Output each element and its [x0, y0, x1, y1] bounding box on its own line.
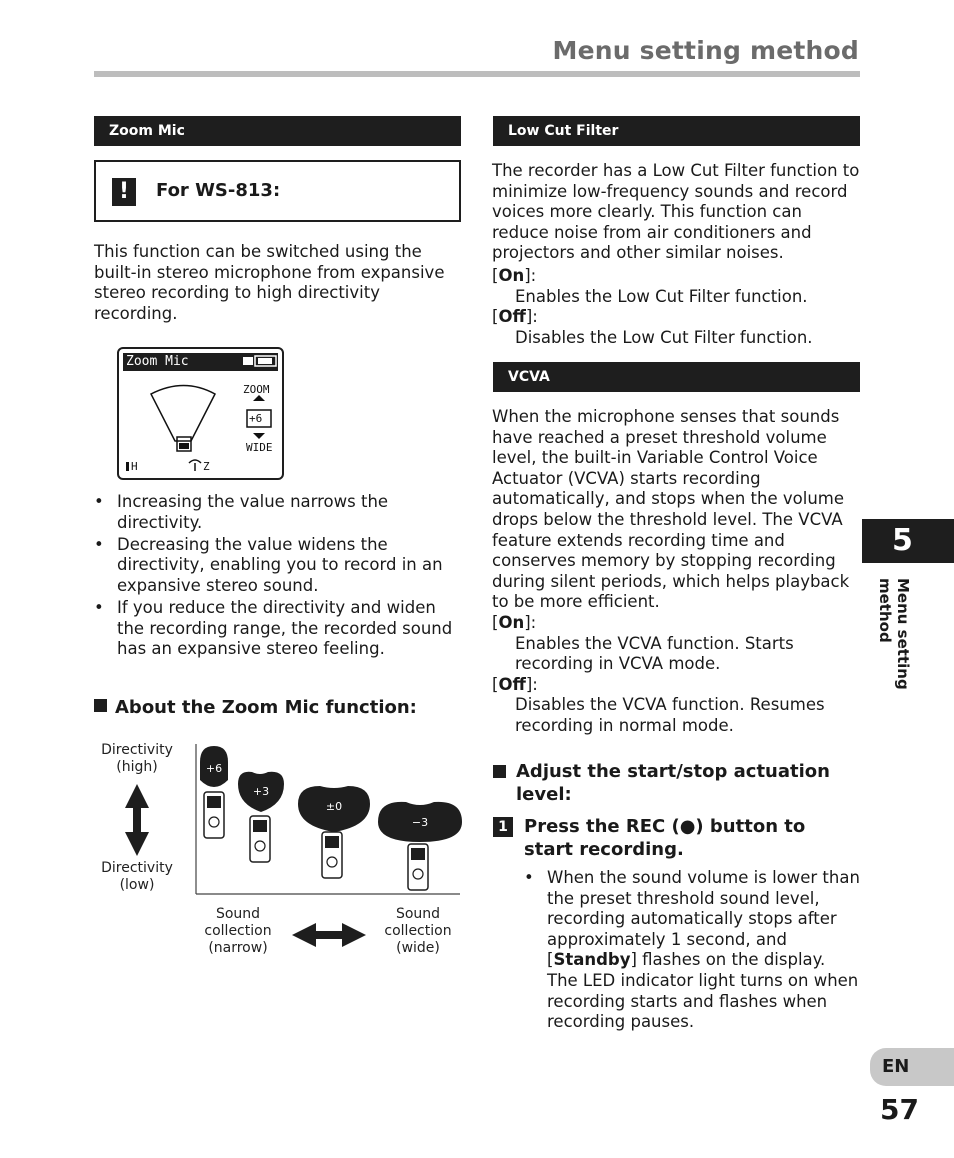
- vcva-bar: VCVA: [493, 362, 860, 392]
- step-text: Press the REC (●) button to start recording.: [524, 816, 806, 860]
- title-rule: [94, 71, 860, 77]
- adjust-heading: [493, 760, 860, 806]
- about-zoom-heading-text: About the Zoom Mic function:: [115, 697, 417, 718]
- chapter-label: Menu setting method: [876, 578, 912, 690]
- lcd-bottom-right: Z: [203, 460, 210, 473]
- low-cut-on: [On]:: [492, 265, 537, 285]
- low-cut-body: The recorder has a Low Cut Filter function to minimize low-frequency sounds and record voices more clearly. This function can reduce noise from air conditioners and projectors and other similar noises.: [492, 161, 860, 263]
- list-item: • If you reduce the directivity and widen the recording range, the recorded sound has an expansive stereo feeling.: [94, 598, 461, 660]
- zoom-bullets: [94, 492, 461, 661]
- chapter-tab: 5: [862, 519, 954, 563]
- dir-low-label: Directivity (low): [101, 860, 173, 893]
- zoom-diagram: [94, 740, 464, 950]
- bullet-dot: •: [524, 868, 534, 887]
- level-label: +6: [205, 762, 223, 775]
- sound-wide-label: Sound collection (wide): [384, 906, 452, 956]
- low-cut-on-desc: Enables the Low Cut Filter function.: [515, 286, 808, 306]
- level-label: +3: [252, 785, 270, 798]
- about-zoom-heading: [94, 696, 461, 719]
- lcd-signal-icon: [189, 460, 201, 463]
- standby-label: Standby: [553, 950, 631, 970]
- low-cut-bar: Low Cut Filter: [493, 116, 860, 146]
- list-item: • Decreasing the value widens the directivity, enabling you to record in an expansive stereo sound.: [94, 535, 461, 597]
- language-tab: EN: [870, 1048, 954, 1086]
- off-label: Off: [498, 674, 526, 694]
- lcd-mic-icon: [126, 462, 129, 471]
- sound-narrow-label: Sound collection (narrow): [204, 906, 272, 956]
- lcd-zoom-label: ZOOM: [243, 383, 270, 396]
- lcd-ni-icon: [243, 357, 253, 365]
- vcva-body: When the microphone senses that sounds have reached a preset threshold volume level, the built-in Variable Control Voice Actuator (VCVA) starts recording automatically, and stops when the volume drops below the threshold level. The VCVA feature extends recording time and conserves memory by stopping recording during silent periods, which helps playback to be more efficient.: [492, 407, 850, 612]
- exclamation-icon: !: [112, 178, 136, 206]
- adjust-bullet-post: ] flashes on the display. The LED indicator light turns on when recording starts and flashes when recording pauses.: [547, 950, 859, 1032]
- level-label: ±0: [325, 800, 343, 813]
- adjust-heading-text: Adjust the start/stop actuation level:: [516, 761, 830, 805]
- list-item: • Increasing the value narrows the directivity.: [94, 492, 461, 533]
- zoom-mic-bar: Zoom Mic: [94, 116, 461, 146]
- low-cut-off: [Off]:: [492, 307, 538, 327]
- warning-text: For WS-813:: [156, 180, 281, 201]
- square-bullet-icon: [493, 765, 506, 778]
- square-bullet-icon: [94, 699, 107, 712]
- low-cut-section: [492, 161, 862, 348]
- horizontal-arrow-icon: [292, 923, 366, 947]
- level-label: −3: [411, 816, 429, 829]
- vcva-on: [On]:: [492, 612, 537, 632]
- on-label: On: [498, 612, 525, 632]
- vcva-on-desc: Enables the VCVA function. Starts recording in VCVA mode.: [515, 633, 794, 674]
- off-label: Off: [498, 307, 526, 327]
- page-number: 57: [880, 1093, 919, 1126]
- warning-box: [94, 160, 461, 222]
- lcd-bottom-left: H: [131, 460, 138, 473]
- lcd-title-text: Zoom Mic: [126, 354, 189, 369]
- low-cut-off-desc: Disables the Low Cut Filter function.: [515, 327, 813, 347]
- adjust-bullet-pre: When the sound volume is lower than the preset threshold sound level, recording automatically stops after approximately 1 second, and [: [547, 868, 860, 970]
- step-number: 1: [493, 817, 513, 837]
- adjust-bullet: [524, 868, 860, 1033]
- page-title: Menu setting method: [552, 36, 859, 65]
- zoom-mic-intro: This function can be switched using the built-in stereo microphone from expansive stereo recording to high directivity recording.: [94, 242, 445, 323]
- vcva-off-desc: Disables the VCVA function. Resumes recording in normal mode.: [515, 695, 825, 735]
- lcd-down-arrow-icon: [253, 433, 265, 439]
- lcd-pickup-pattern: [151, 386, 215, 442]
- lcd-screen: [117, 347, 284, 480]
- dir-high-label: Directivity (high): [101, 742, 173, 775]
- lcd-wide-label: WIDE: [246, 441, 273, 454]
- vertical-arrow-icon: [125, 784, 149, 856]
- vcva-section: [492, 407, 862, 737]
- vcva-off: [Off]:: [492, 674, 538, 694]
- lcd-value: +6: [249, 412, 263, 425]
- on-label: On: [498, 265, 525, 285]
